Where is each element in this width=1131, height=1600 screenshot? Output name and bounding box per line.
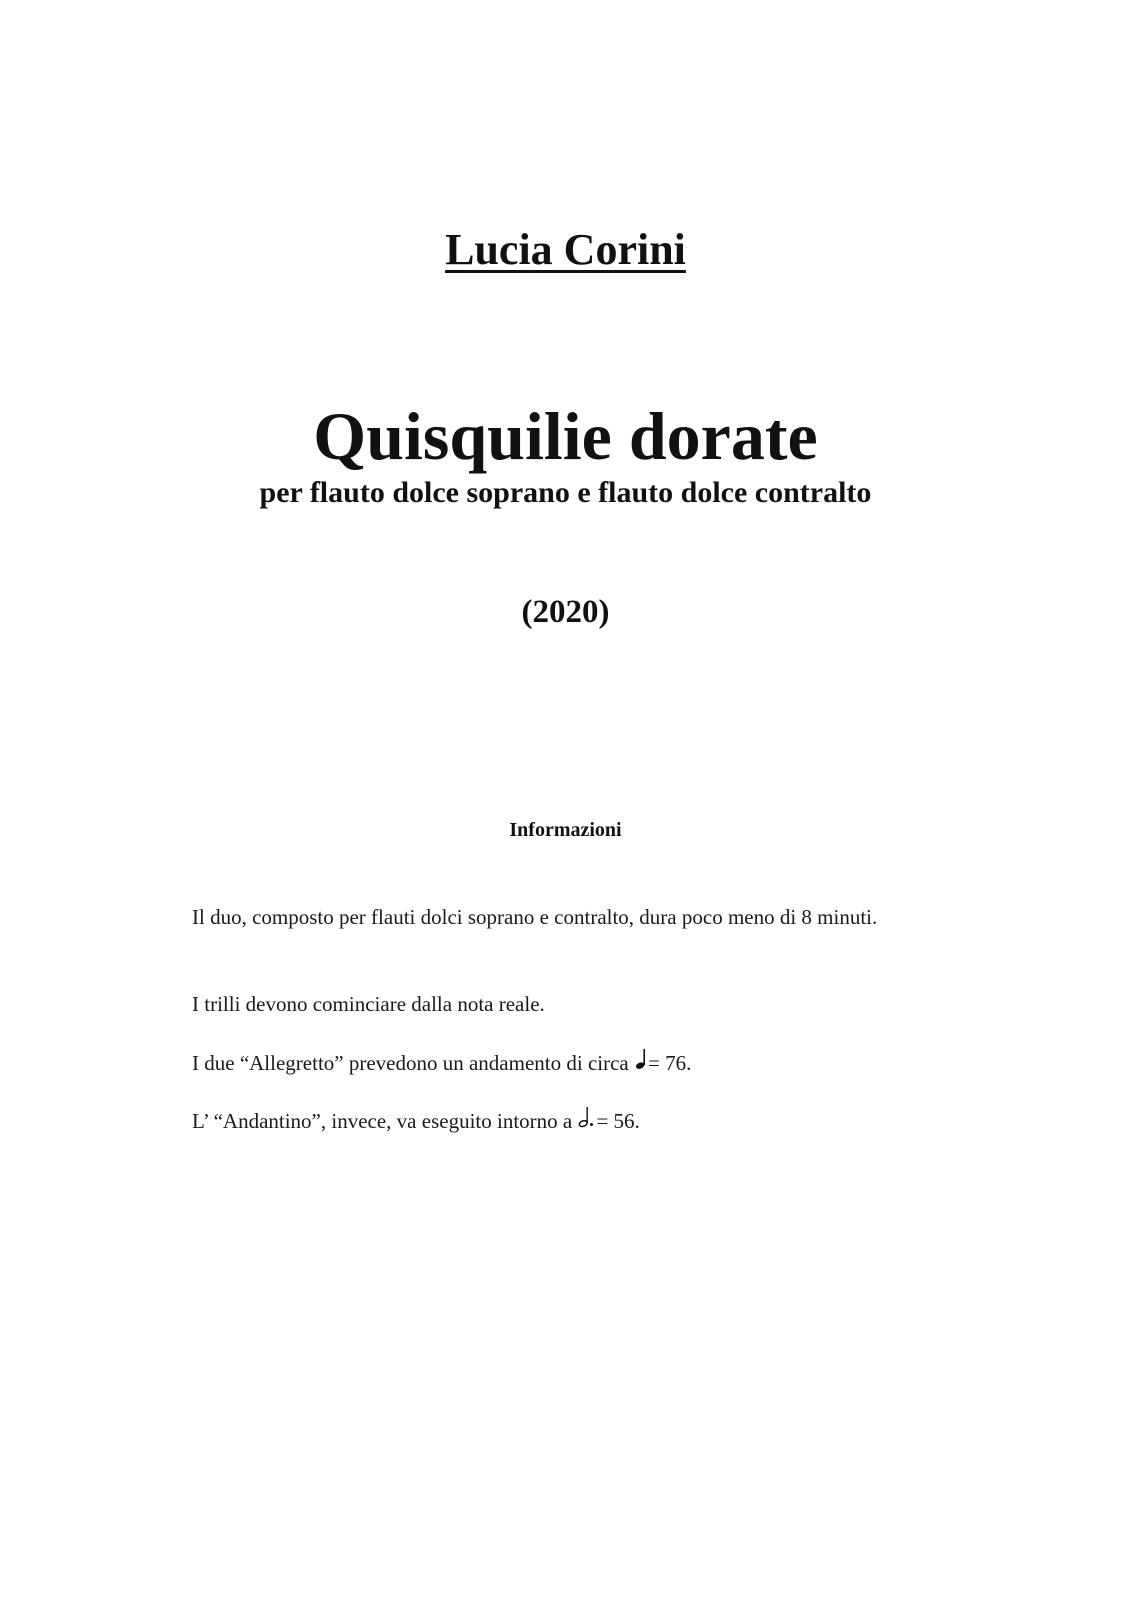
info-paragraph-andantino [192,1106,892,1135]
dotted-half-note-icon [578,1106,594,1128]
piece-title: Quisquilie dorate [313,398,818,474]
andantino-text: L’ “Andantino”, invece, va eseguito intorno a [192,1109,578,1133]
info-paragraph-trills: I trilli devono cominciare dalla nota reale. [192,992,545,1016]
info-paragraph-duration: Il duo, composto per flauti dolci soprano e contralto, dura poco meno di 8 minuti. [192,905,878,929]
andantino-tempo: = 56. [596,1109,640,1133]
author-name: Lucia Corini [445,225,686,274]
quarter-note-icon [635,1048,646,1070]
info-paragraph-allegretto [192,1048,892,1077]
info-heading: Informazioni [509,819,622,841]
piece-subtitle: per flauto dolce soprano e flauto dolce contralto [259,476,872,509]
composition-year: (2020) [521,594,610,630]
allegretto-tempo: = 76. [647,1051,692,1075]
allegretto-text: I due “Allegretto” prevedono un andamento di circa [192,1051,634,1075]
